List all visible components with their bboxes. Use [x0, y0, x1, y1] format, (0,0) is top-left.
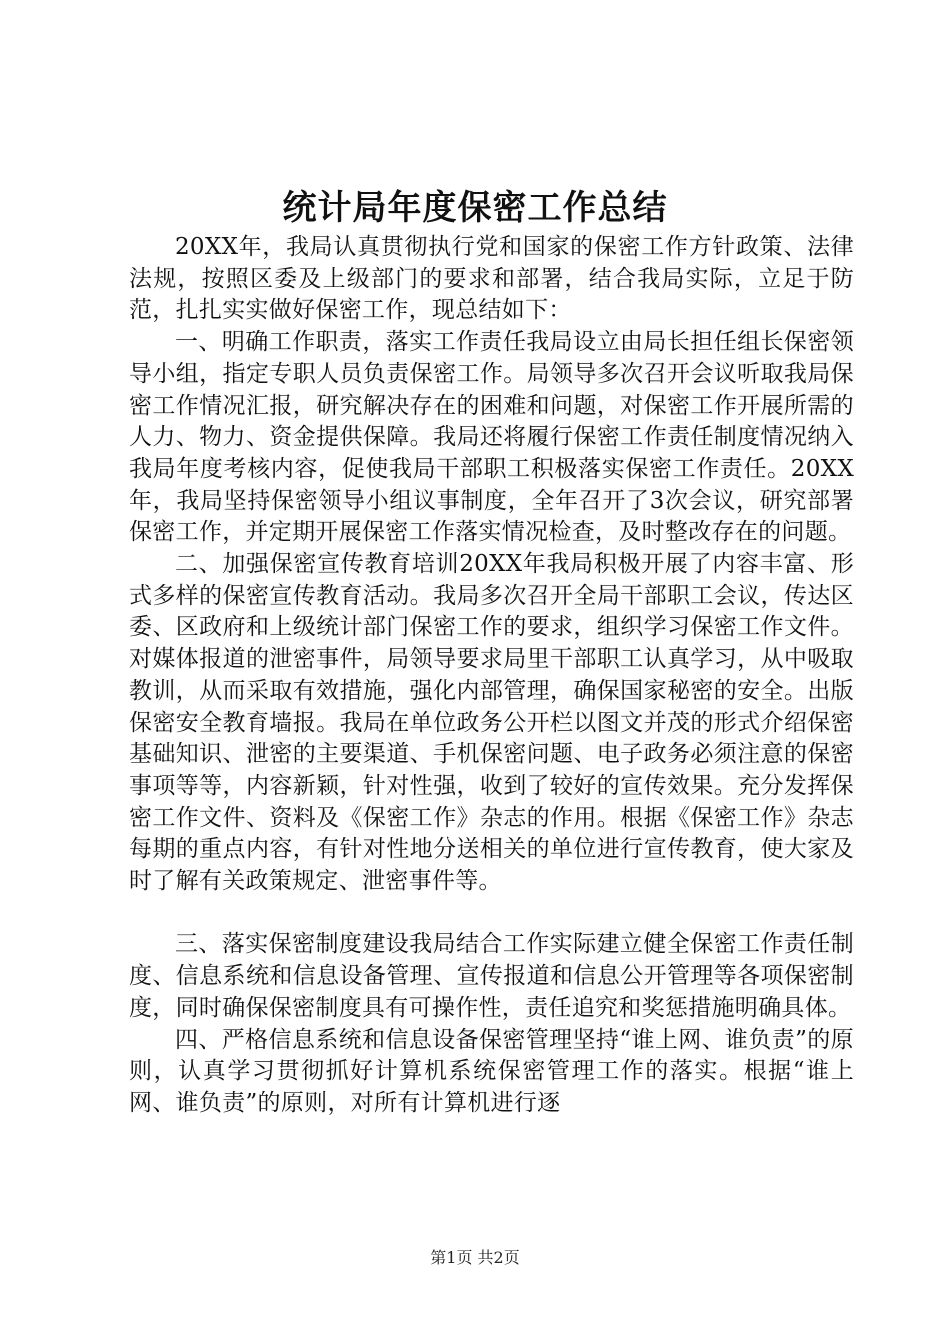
paragraph-section-3: 三、落实保密制度建设我局结合工作实际建立健全保密工作责任制度、信息系统和信息设备管理、宣传报道和信息公开管理等各项保密制度，同时确保保密制度具有可操作性，责任追究和奖惩措施明确具体。 — [129, 931, 854, 1021]
paragraph-section-4: 四、严格信息系统和信息设备保密管理坚持“谁上网、谁负责”的原则，认真学习贯彻抓好计算机系统保密管理工作的落实。根据“谁上网、谁负责”的原则，对所有计算机进行逐 — [129, 1026, 854, 1116]
document-body — [129, 232, 854, 1120]
page-number-footer: 第1页 共2页 — [430, 1248, 520, 1267]
paragraph-intro: 20XX年，我局认真贯彻执行党和国家的保密工作方针政策、法律法规，按照区委及上级部门的要求和部署，结合我局实际，立足于防范，扎扎实实做好保密工作，现总结如下： — [129, 234, 854, 324]
paragraph-spacer — [129, 898, 854, 930]
paragraph-section-1: 一、明确工作职责，落实工作责任我局设立由局长担任组长保密领导小组，指定专职人员负责保密工作。局领导多次召开会议听取我局保密工作情况汇报，研究解决存在的困难和问题，对保密工作开展所需的人力、物力、资金提供保障。我局还将履行保密工作责任制度情况纳入我局年度考核内容，促使我局干部职工积极落实保密工作责任。20XX年，我局坚持保密领导小组议事制度，全年召开了3次会议，研究部署保密工作，并定期开展保密工作落实情况检查，及时整改存在的问题。 — [129, 329, 854, 546]
document-title: 统计局年度保密工作总结 — [282, 188, 668, 228]
paragraph-section-2: 二、加强保密宣传教育培训20XX年我局积极开展了内容丰富、形式多样的保密宣传教育活动。我局多次召开全局干部职工会议，传达区委、区政府和上级统计部门保密工作的要求，组织学习保密工作文件。对媒体报道的泄密事件，局领导要求局里干部职工认真学习，从中吸取教训，从而采取有效措施，强化内部管理，确保国家秘密的安全。出版保密安全教育墙报。我局在单位政务公开栏以图文并茂的形式介绍保密基础知识、泄密的主要渠道、手机保密问题、电子政务必须注意的保密事项等等，内容新颖，针对性强，收到了较好的宣传效果。充分发挥保密工作文件、资料及《保密工作》杂志的作用。根据《保密工作》杂志每期的重点内容，有针对性地分送相关的单位进行宣传教育，使大家及时了解有关政策规定、泄密事件等。 — [129, 551, 854, 895]
